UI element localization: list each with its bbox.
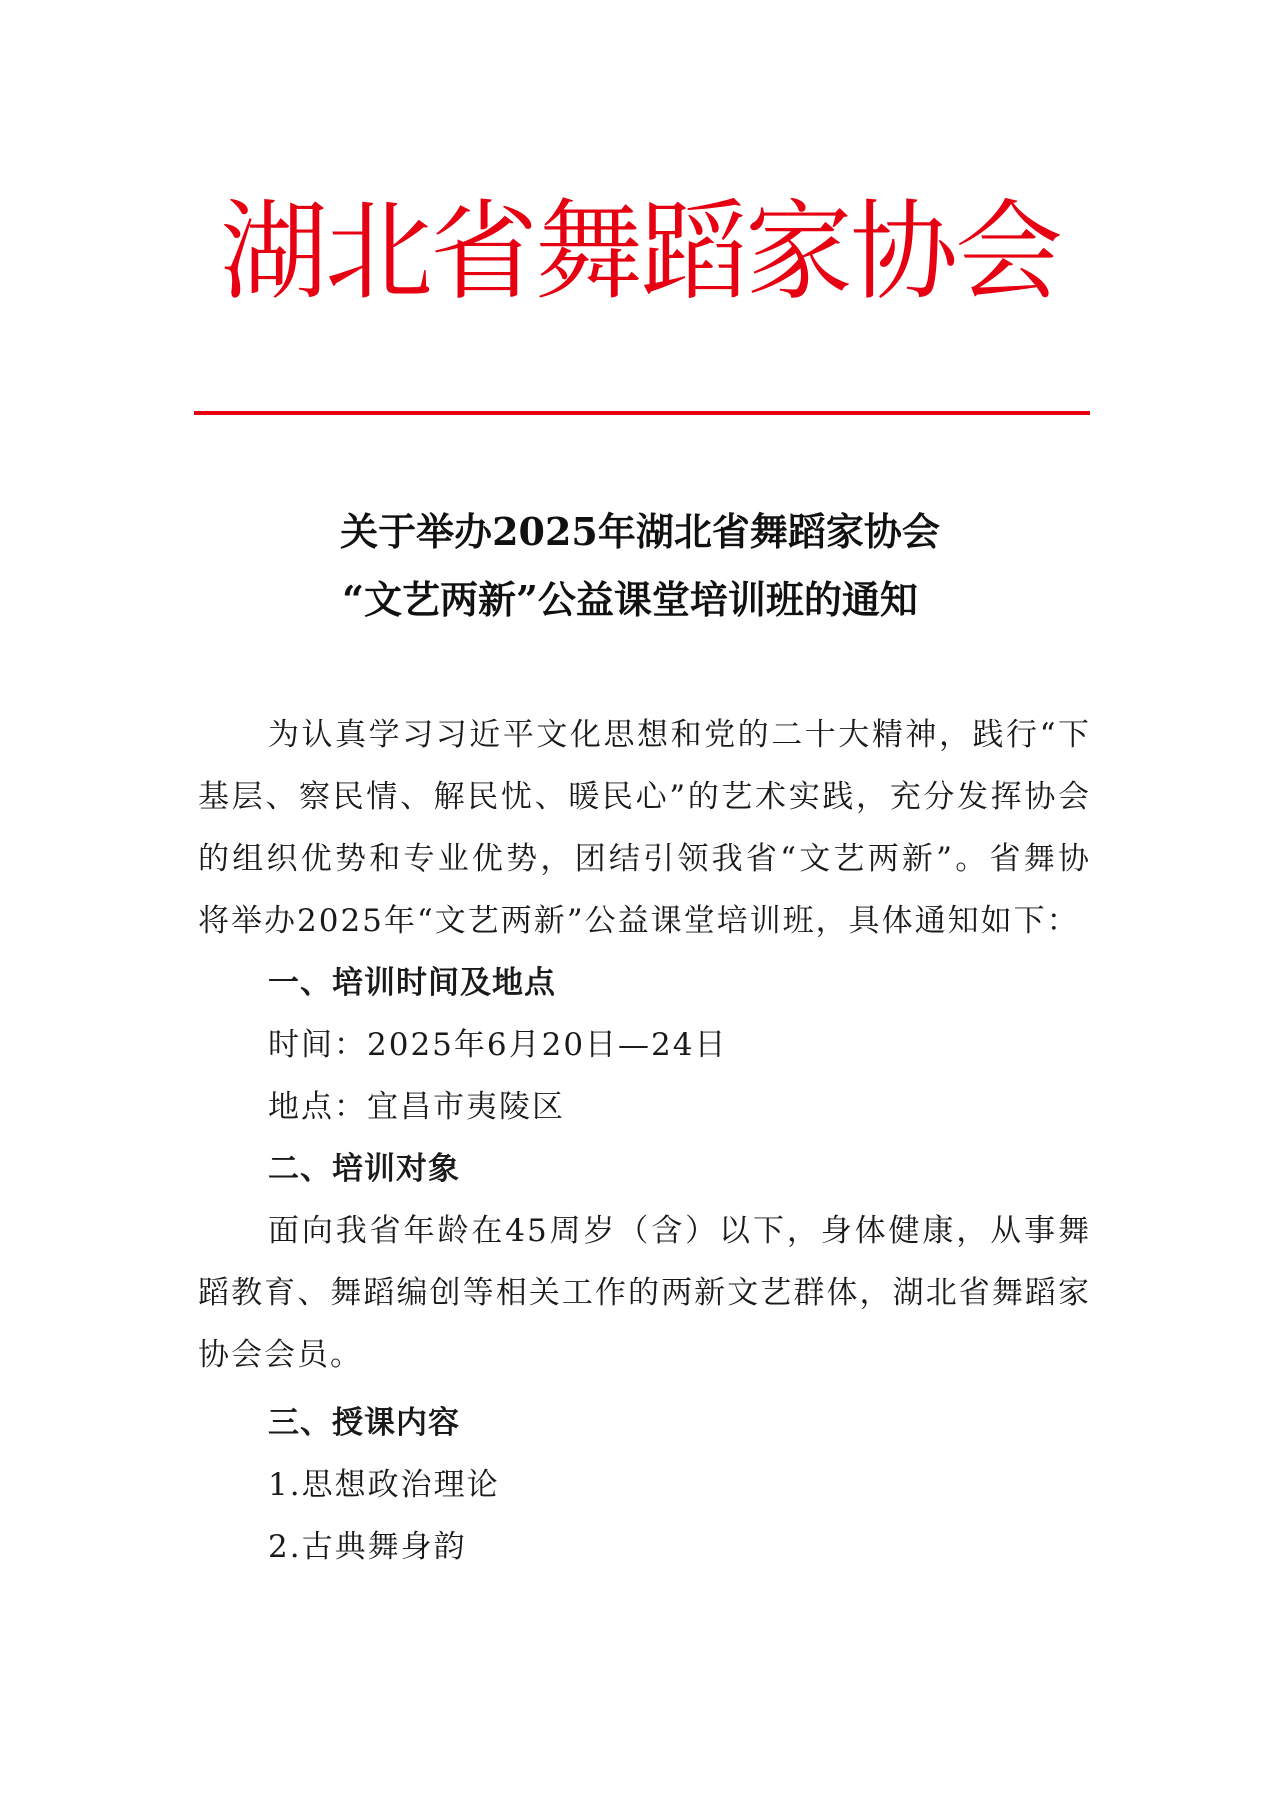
course-item-2: 2.古典舞身韵 xyxy=(268,1529,467,1565)
training-place: 地点：宜昌市夷陵区 xyxy=(268,1089,565,1125)
letterhead-red-divider xyxy=(194,411,1090,415)
section-1-heading: 一、培训时间及地点 xyxy=(268,965,556,1001)
section-2-heading: 二、培训对象 xyxy=(268,1151,460,1187)
intro-paragraph: 为认真学习习近平文化思想和党的二十大精神，践行“下基层、察民情、解民忧、暖民心”的艺术实践，充分发挥协会的组织优势和专业优势，团结引领我省“文艺两新”。省舞协将举办2025年“文艺两新”公益课堂培训班，具体通知如下： xyxy=(198,717,1091,939)
letterhead-organization-name: 湖北省舞蹈家协会 xyxy=(219,190,1060,315)
document-title-line-1: 关于举办2025年湖北省舞蹈家协会 xyxy=(340,509,940,554)
document-title xyxy=(200,498,1080,634)
training-audience-paragraph: 面向我省年龄在45周岁（含）以下，身体健康，从事舞蹈教育、舞蹈编创等相关工作的两新文艺群体，湖北省舞蹈家协会会员。 xyxy=(198,1213,1091,1373)
training-time: 时间：2025年6月20日—24日 xyxy=(268,1027,728,1063)
section-3-heading: 三、授课内容 xyxy=(268,1405,460,1441)
document-title-line-2: “文艺两新”公益课堂培训班的通知 xyxy=(342,577,918,622)
document-body xyxy=(198,704,1091,1578)
course-item-1: 1.思想政治理论 xyxy=(268,1467,500,1503)
